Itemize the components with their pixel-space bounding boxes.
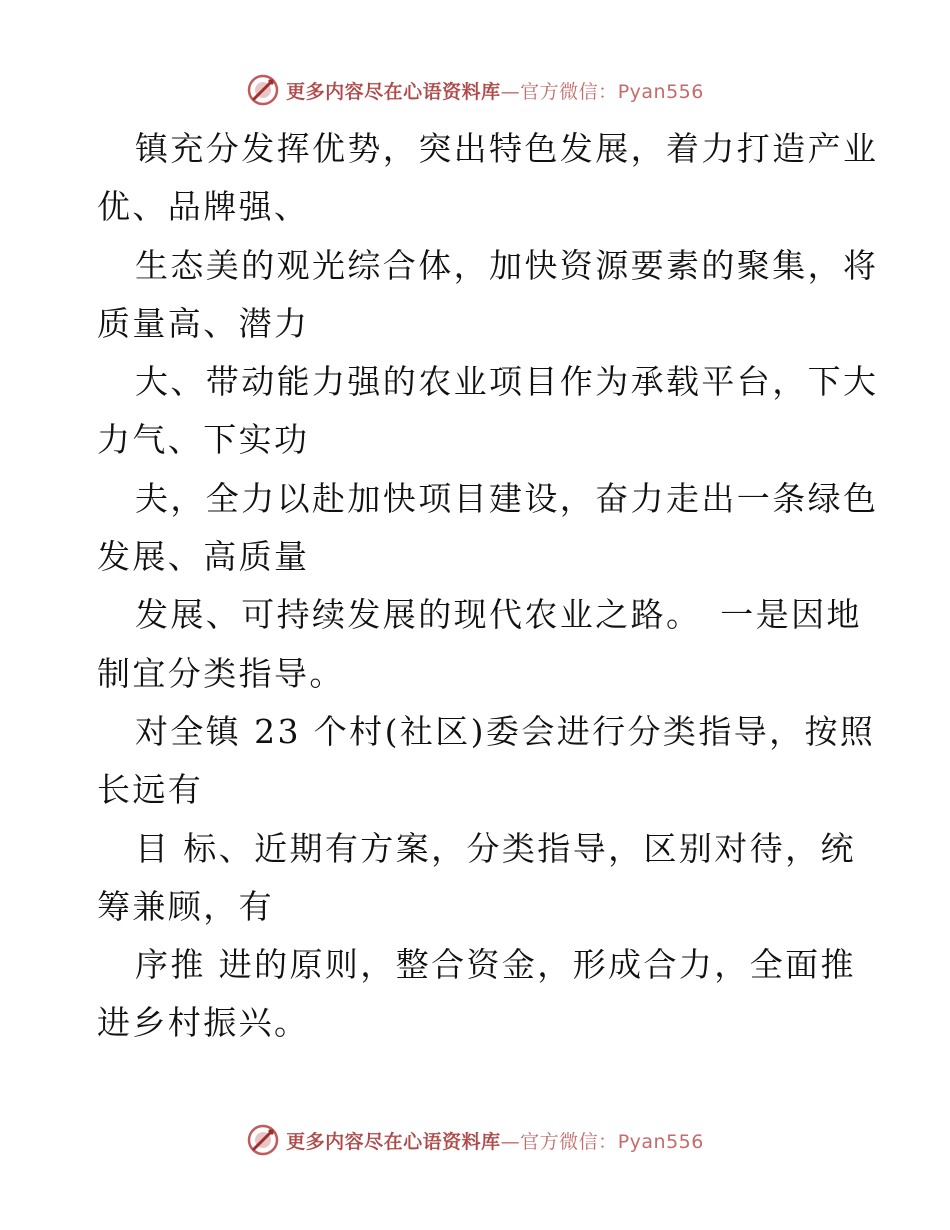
header-watermark [0,70,950,110]
text-line: 发展、可持续发展的现代农业之路。 一是因地 [135,595,862,635]
text-line: 镇充分发挥优势，突出特色发展，着力打造产业 [135,129,879,168]
text-line: 筹兼顾，有 [97,886,274,926]
brand-logo-icon [246,1123,280,1157]
text-line: 进乡村振兴。 [97,1003,310,1043]
text-line: 目 标、近期有方案，分类指导，区别对待，统 [135,828,856,868]
watermark-site: 更多内容尽在心语资料库 [286,1130,501,1153]
brand-logo-icon [246,73,280,107]
watermark-dash: — [500,80,521,103]
watermark-site: 更多内容尽在心语资料库 [286,80,501,103]
footer-watermark [0,1120,950,1160]
text-line: 发展、高质量 [97,537,310,577]
watermark-dash: — [500,1130,521,1153]
text-line: 夫，全力以赴加快项目建设，奋力走出一条绿色 [135,478,879,518]
watermark-wechat-label: 官方微信： [520,80,618,103]
watermark-text [286,77,704,104]
text-line: 生态美的观光综合体，加快资源要素的聚集，将 [135,245,879,285]
text-line: 对全镇 23 个村(社区)委会进行分类指导，按照 [135,711,876,751]
document-body [97,120,879,1053]
watermark-wechat-id: Pyan556 [617,1130,704,1153]
text-line: 优、品牌强、 [97,187,310,227]
watermark-wechat-id: Pyan556 [617,80,704,103]
text-line: 大、带动能力强的农业项目作为承载平台，下大 [135,362,879,402]
text-line: 序推 进的原则，整合资金，形成合力，全面推 [135,945,856,985]
watermark-text [286,1127,704,1154]
text-line: 质量高、潜力 [97,303,310,343]
text-line: 长远有 [97,770,204,810]
text-line: 力气、下实功 [97,420,310,460]
text-line: 制宜分类指导。 [97,653,345,693]
watermark-wechat-label: 官方微信： [520,1130,618,1153]
